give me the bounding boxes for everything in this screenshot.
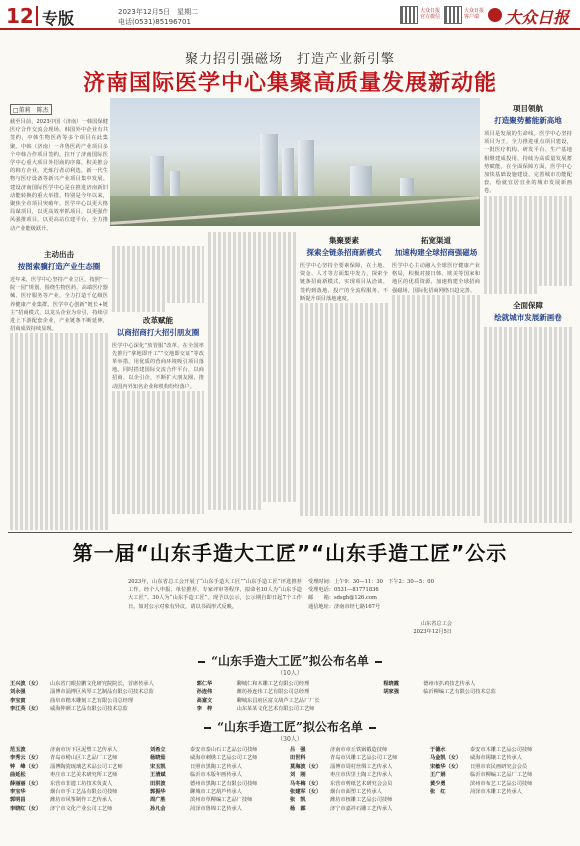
section-sub: 拓宽渠道 — [421, 236, 451, 245]
list-item — [197, 680, 378, 688]
column-1 — [10, 246, 108, 530]
person-org: 威海市锡镶工艺传承人 — [470, 755, 522, 762]
list-item — [290, 754, 424, 762]
list-item — [430, 754, 564, 762]
person-name: 李宝华 — [10, 789, 26, 796]
person-name: 高富文 — [196, 697, 213, 704]
person-org: 聊城东昌府区富文葫芦工艺品厂厂长 — [236, 697, 320, 704]
list-item — [150, 763, 284, 771]
list-item — [10, 788, 144, 796]
person-name: 周广胜 — [150, 797, 166, 804]
list-item — [10, 796, 144, 804]
person-name: 马金凯（女） — [430, 755, 462, 762]
list-item — [10, 688, 191, 696]
list-item — [383, 688, 564, 696]
person-name: 刘 刚 — [290, 772, 306, 779]
person-name: 胡家强 — [383, 689, 399, 696]
name-column — [430, 746, 564, 796]
list2-title — [0, 718, 580, 735]
qr-label: 大众日报官方微信 — [420, 8, 441, 20]
list-item — [197, 705, 378, 713]
list-item — [10, 780, 144, 788]
list-item — [150, 754, 284, 762]
list-item — [10, 680, 191, 688]
person-name: 李晓红（女） — [10, 805, 42, 812]
list1-names — [10, 680, 570, 720]
list1-title-text: “山东手造大工匠”拟公布名单 — [211, 654, 369, 668]
page-number: 12 — [6, 4, 34, 28]
person-name: 王兴波（女） — [10, 681, 42, 687]
name-column — [383, 680, 564, 697]
person-org: 济宁市嘉祥石雕工艺传承人 — [330, 805, 393, 812]
list-item — [150, 805, 284, 813]
person-org: 枣庄市伏里土陶工艺传承人 — [330, 772, 393, 779]
person-org: 日照市黑陶工艺传承人 — [190, 763, 242, 770]
name-column — [290, 746, 424, 813]
person-name: 程晓霞 — [383, 681, 399, 687]
section-title: 绘就城市发展新画卷 — [494, 312, 562, 322]
list-item — [10, 754, 144, 762]
list-item — [150, 796, 284, 804]
list-item — [150, 746, 284, 754]
person-name: 马冬梅（女） — [290, 780, 322, 787]
person-name: 张建军（女） — [290, 789, 322, 796]
person-org: 烟台市手工艺品有限公司技师 — [50, 789, 118, 796]
aerial-photo — [110, 98, 480, 226]
person-org: 泰安市木雕工艺品公司技师 — [470, 747, 533, 753]
list-item — [150, 780, 284, 788]
person-org: 曲阜市楷木雕刻工艺有限公司总经理 — [50, 697, 134, 704]
person-org: 济南市历下区泥塑工艺传承人 — [50, 747, 118, 753]
column-text: 医学中心主动融入全球医疗健康产业格局，积极对接日韩、欧美等国家和地区的优质资源，加速构建全球招商强磁场，国际化招商网络日趋完善。 — [392, 263, 480, 294]
byline: □董莉 陈杰 — [10, 104, 52, 115]
person-org: 山东省门眼拉鹏文化研究院院长，首席传承人 — [50, 681, 154, 687]
list-item — [430, 788, 564, 796]
person-name: 李江英（女） — [10, 706, 42, 713]
list-item — [290, 796, 424, 804]
section-divider — [8, 532, 572, 533]
person-org: 山东某某文化艺术有限公司工艺师 — [236, 706, 315, 713]
person-org: 临沂柳编工艺有限公司技术总监 — [423, 689, 496, 696]
person-org: 潍坊孙连伟工艺有限公司总经理 — [236, 689, 310, 696]
person-name: 刘永强 — [10, 689, 26, 696]
person-name: 王清斌 — [150, 772, 166, 779]
section-sub: 项目领航 — [513, 104, 543, 113]
qr-code-icon — [444, 6, 462, 24]
person-org: 威海市刺绣工艺品公司工艺师 — [190, 755, 258, 762]
list-item — [150, 771, 284, 779]
article-lead — [10, 97, 108, 233]
list-item — [10, 697, 191, 705]
person-org: 聊城仁和木雕工艺有限公司经理 — [236, 681, 310, 687]
page-header — [0, 0, 580, 30]
person-name: 李宝寅 — [10, 697, 26, 704]
person-org: 菏泽市木雕工艺传承人 — [470, 789, 522, 796]
list-item — [150, 788, 284, 796]
list-item — [290, 771, 424, 779]
person-name: 薛丽丽（女） — [10, 780, 42, 787]
lead-paragraph: 截至目前，2023中国（济南）一韩国保健医疗合作交流会现场，韩国外中企业有共签约，中韩生物医药等多个项目在此集聚。中韩（济南）一齐鲁医药产业项目多个中韩合作项目签约。拉开了济南国际医学中心重大项目外招商的序幕，积美推会的韩方企业，光炼行者动利选，新一代生物与医疗设备等新兴产业项目集中发展。建设济南国际医学中心是在推进济南新旧动能转换的重大举措。特别是今年以来，聚焦全市项目突破年，医学中心以更大格局谋项目，以更高效率抓项目，以更强作风强推项目，以更高站位建平台，全力推动产业能级跃升。 — [10, 119, 108, 232]
person-org: 菏泽市鲁锦工艺传承人 — [190, 805, 242, 812]
column-5 — [392, 232, 480, 530]
list-item — [430, 771, 564, 779]
list-item — [383, 680, 564, 688]
newspaper-logo-icon — [488, 8, 502, 22]
person-org: 泰安市泰山石工艺品公司技师 — [190, 747, 258, 753]
person-name: 孙连伟 — [196, 689, 213, 696]
person-org: 聊城市工艺葫芦传承人 — [190, 789, 242, 796]
person-name: 刘希立 — [150, 747, 166, 753]
person-org: 德州市扒鸡技艺传承人 — [423, 681, 476, 687]
person-org: 东营市剪纸艺术研究会会员 — [330, 780, 393, 787]
section-title: 按图索骥打造产业生态圈 — [17, 262, 101, 271]
name-column — [10, 680, 191, 714]
list2-title-text: “山东手造工匠”拟公布名单 — [217, 720, 363, 734]
section-title: 探索全链条招商新模式 — [306, 248, 382, 257]
section-name: 专版 — [42, 9, 75, 28]
list-item — [197, 697, 378, 705]
person-name: 杨晓茹 — [150, 755, 166, 762]
qr-label: 大众日报客户端 — [464, 8, 485, 20]
person-org: 枣庄市工艺美术研究所工艺师 — [50, 772, 118, 779]
list-item — [290, 780, 424, 788]
person-org: 济宁市文化产业公司工艺师 — [50, 805, 113, 812]
person-name: 李 梓 — [196, 706, 213, 713]
column-right — [484, 100, 572, 530]
section-sub: 集聚要素 — [329, 236, 359, 245]
person-name: 莫海波（女） — [290, 763, 322, 770]
list-item — [10, 805, 144, 813]
name-column — [197, 680, 378, 714]
person-name: 吕 强 — [290, 747, 306, 753]
list-item — [430, 763, 564, 771]
person-org: 淄博市周村丝绸工艺传承人 — [330, 763, 393, 770]
person-name: 孙凡会 — [150, 805, 166, 812]
person-name: 郭振华 — [150, 789, 166, 796]
list-item — [290, 746, 424, 754]
person-org: 威海仲颜工艺品有限公司技术总监 — [50, 706, 128, 713]
header-divider — [36, 6, 38, 26]
person-name: 田洪波 — [150, 780, 166, 787]
person-name: 钟 峰（女） — [10, 763, 42, 770]
person-name: 田世科 — [290, 755, 306, 762]
section-sub: 改革赋能 — [143, 315, 173, 325]
column-4 — [300, 232, 388, 530]
list-item — [430, 746, 564, 754]
list1-title — [0, 652, 580, 669]
name-column — [150, 746, 284, 813]
person-name: 张 红 — [430, 789, 446, 796]
person-org: 滨州市草柳编工艺品厂技师 — [190, 797, 253, 804]
person-org: 青岛市贝雕工艺品公司工艺师 — [330, 755, 398, 762]
section-title: 加速构建全球招商强磁场 — [394, 248, 478, 257]
person-name: 宋敏华（女） — [430, 763, 462, 770]
list-item — [197, 688, 378, 696]
person-name: 郭仁华 — [196, 681, 213, 687]
editor-phone: 电话(0531)85196701 — [118, 18, 191, 26]
person-org: 德州市黑陶工艺有限公司技师 — [190, 780, 258, 787]
person-org: 临沂市柳编工艺品厂工艺师 — [470, 772, 533, 779]
column-text: 医学中心坚持全要素保障，在土地、资金、人才等方面集中发力，探索全链条招商新模式，实现项目从洽谈、签约到落地、投产的全流程服务，不断提升项目落地速度。 — [300, 263, 388, 302]
issue-date: 2023年12月5日 星期二 — [118, 8, 199, 16]
person-name: 黄少勇 — [430, 780, 446, 787]
announcement-contact: 受理时间：上午9：30—11：30 下午2：30—5：00 受理电话：0531—81771836 邮 箱：sdsgh@126.com 通信地址：济南市经七路167号 — [308, 579, 434, 610]
newspaper-logo: 大众日报 — [505, 8, 570, 27]
person-org: 滨州市布艺工艺品公司技师 — [470, 780, 533, 787]
person-org: 烟台市面塑工艺传承人 — [330, 789, 382, 796]
column-text: 近年来，医学中心坚持产业立区，按照“一院一园”规划，围绕生物医药、高端医疗器械、医疗服务等产业，全力打造千亿级医养健康产业集群。医学中心创新“链长+链主”招商模式，以龙头企业为牵引，持续引进上下游配套企业，产业链条不断延伸，招商成效持续显现。 — [10, 277, 108, 333]
column-text: 医学中心深化“放管服”改革，在全国率先推行“拿地即开工”“交地即交证”等改革举措，用优质的营商环境吸引项目落地。同时搭建国际交流合作平台，以商招商、以企引企，不断扩大朋友圈，推动国内外知名企业和机构纷纷落户。 — [112, 342, 204, 390]
qr-code-icon — [400, 6, 418, 24]
person-org: 潍坊市风筝制作工艺传承人 — [50, 797, 113, 804]
section-title: 打造聚势蓄能新高地 — [494, 116, 562, 125]
person-org: 临沂市木版年画传承人 — [190, 772, 242, 779]
article-headline: 济南国际医学中心集聚高质量发展新动能 — [82, 71, 497, 96]
section-sub: 全面保障 — [513, 300, 543, 310]
person-name: 曲延松 — [10, 772, 26, 779]
list-item — [10, 746, 144, 754]
list-item — [290, 805, 424, 813]
list-item — [290, 788, 424, 796]
list-item — [10, 705, 191, 713]
person-name: 杨 霖 — [290, 805, 306, 812]
article-kicker: 聚力招引强磁场 打造产业新引擎 — [184, 52, 395, 67]
section-sub: 主动出击 — [44, 250, 74, 259]
list2-count: （30人） — [277, 736, 303, 743]
announcement-intro: 2023年，山东省总工会开展了“山东手造大工匠”“山东手造工匠”评选推荐工作。经个人申报、单位推荐、专家评审等程序，拟命名10人为“山东手造大工匠”、30人为“山东手造工匠”。现予以公示，公示期自即日起7个工作日。如对公示对象有异议，请以书面形式反映。 — [128, 579, 302, 610]
person-name: 宋玉凯 — [150, 763, 166, 770]
announcement-title: 第一届“山东手造大工匠”“山东手造工匠”公示 — [72, 541, 508, 565]
list-item — [430, 780, 564, 788]
person-org: 潍坊市核雕工艺品公司技师 — [330, 797, 393, 804]
person-org: 济南市章丘铁锅锻造技师 — [330, 747, 388, 753]
person-org: 东营市非遗工坊技术负责人 — [50, 780, 113, 787]
name-column — [10, 746, 144, 813]
section-title: 以商招商打大招引朋友圈 — [116, 327, 200, 337]
list-item — [10, 763, 144, 771]
person-org: 淄博陶瓷琉璃艺术品公司工艺师 — [50, 763, 123, 770]
person-name: 于德水 — [430, 747, 446, 753]
person-name: 张 凯 — [290, 797, 306, 804]
column-2 — [112, 246, 204, 530]
list1-count: （10人） — [277, 670, 303, 677]
person-name: 郭明昌 — [10, 797, 26, 804]
list-item — [10, 771, 144, 779]
column-text: 项目是发展的生命线。医学中心坚持项目为王，全力推进重点项目建设，一批医疗机构、研发平台、生产基地相继建成投用，持续为高质量发展蓄势赋能。在全面保障方面，医学中心加快基础设施建设，完善城市功能配套，绘就宜居宜业的城市发展新画卷。 — [484, 131, 572, 195]
list2-names — [10, 746, 570, 844]
person-name: 李秀云（女） — [10, 755, 42, 762]
announcement-signature: 山东省总工会 2023年12月5日 — [413, 621, 452, 635]
person-name: 王广娟 — [430, 772, 446, 779]
person-org: 淄博市淄博区风琴工艺制品有限公司技术总监 — [50, 689, 154, 696]
list-item — [290, 763, 424, 771]
person-org: 日照市农民画研究会会员 — [470, 763, 528, 770]
column-3 — [208, 232, 296, 530]
person-org: 青岛市崂山区工艺品厂工艺师 — [50, 755, 118, 762]
person-name: 范玉波 — [10, 747, 26, 753]
